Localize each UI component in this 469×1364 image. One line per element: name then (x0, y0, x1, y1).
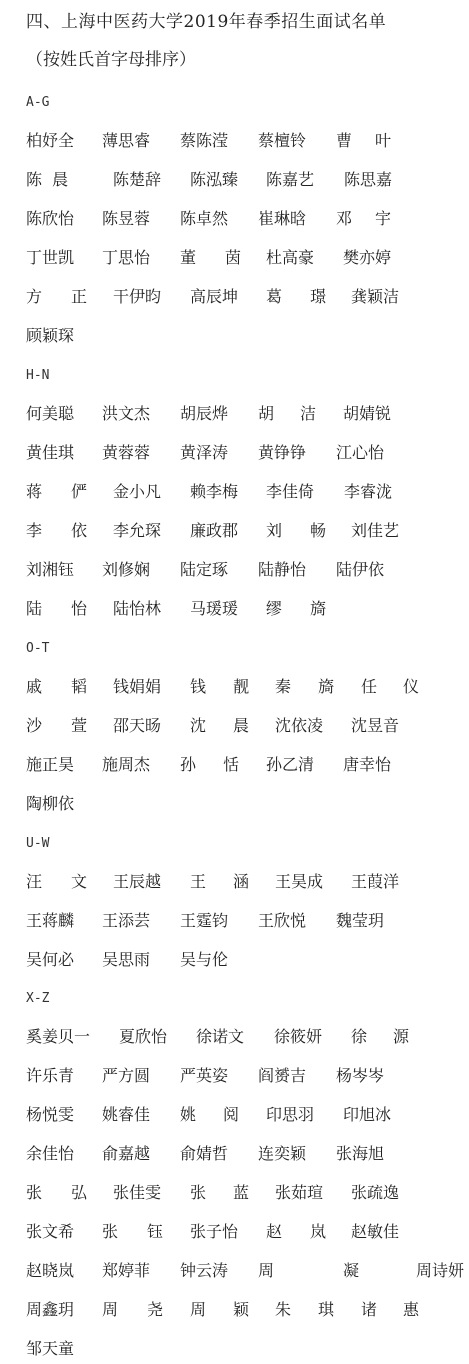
student-name: 胡辰烨 (180, 404, 229, 423)
student-name: 吴何必 (26, 950, 75, 969)
student-name: 陶柳依 (26, 794, 75, 813)
student-name: 沈昱音 (351, 716, 400, 735)
student-name: 许乐青 (26, 1066, 75, 1085)
student-name: 俞婧哲 (180, 1144, 229, 1163)
student-name: 王霆钧 (180, 911, 229, 930)
name-row (26, 1219, 466, 1245)
student-name: 钱 (190, 677, 207, 696)
student-name: 丁思怡 (102, 248, 151, 267)
student-name: 杨岑岑 (336, 1066, 385, 1085)
student-name: 王欣悦 (258, 911, 307, 930)
name-row (26, 206, 466, 232)
student-name: 刘佳艺 (351, 521, 400, 540)
name-row (26, 713, 466, 739)
name-row (26, 323, 466, 349)
student-name: 孙 (180, 755, 197, 774)
student-name: 柏妤全 (26, 131, 75, 150)
student-name: 赵 (266, 1222, 283, 1241)
student-name: 胡 (258, 404, 275, 423)
name-row (26, 401, 466, 427)
student-name: 金小凡 (113, 482, 162, 501)
student-name: 张茹瑄 (275, 1183, 324, 1202)
student-name: 诸 (361, 1300, 378, 1319)
student-name: 黄佳琪 (26, 443, 75, 462)
student-name: 张 (190, 1183, 207, 1202)
student-name: 刘修娴 (102, 560, 151, 579)
name-row (26, 128, 466, 154)
student-name: 涵 (233, 872, 250, 891)
section-label: X-Z (26, 991, 50, 1006)
name-row (26, 167, 466, 193)
student-name: 陆 (26, 599, 43, 618)
student-name: 王蒋麟 (26, 911, 75, 930)
student-name: 文 (71, 872, 88, 891)
student-name: 汪 (26, 872, 43, 891)
student-name: 怡 (71, 599, 88, 618)
student-name: 周诗妍 (416, 1261, 465, 1280)
student-name: 葛 (266, 287, 283, 306)
student-name: 弘 (71, 1183, 88, 1202)
student-name: 陈欣怡 (26, 209, 75, 228)
student-name: 邹天童 (26, 1339, 75, 1358)
student-name: 尧 (147, 1300, 164, 1319)
name-row (26, 440, 466, 466)
student-name: 董 (180, 248, 197, 267)
student-name: 朱 (275, 1300, 292, 1319)
student-name: 钰 (147, 1222, 164, 1241)
student-name: 黄泽涛 (180, 443, 229, 462)
student-name: 杨悦雯 (26, 1105, 75, 1124)
student-name: 戚 (26, 677, 43, 696)
student-name: 徐诺文 (196, 1027, 245, 1046)
student-name: 邓 (336, 209, 353, 228)
student-name: 陈卓然 (180, 209, 229, 228)
student-name: 茵 (225, 248, 242, 267)
name-row (26, 908, 466, 934)
name-row (26, 1102, 466, 1128)
name-row (26, 557, 466, 583)
student-name: 徐 (351, 1027, 368, 1046)
student-name: 钱娟娟 (113, 677, 162, 696)
student-name: 魏莹玥 (336, 911, 385, 930)
student-name: 张疏逸 (351, 1183, 400, 1202)
student-name: 樊亦婷 (343, 248, 392, 267)
student-name: 仪 (403, 677, 420, 696)
student-name: 陆伊依 (336, 560, 385, 579)
student-name: 秦 (275, 677, 292, 696)
student-name: 严方圆 (102, 1066, 151, 1085)
student-name: 蔡陈滢 (180, 131, 229, 150)
student-name: 崔琳晗 (258, 209, 307, 228)
student-name: 阎赟吉 (258, 1066, 307, 1085)
student-name: 陈泓臻 (190, 170, 239, 189)
student-name: 印思羽 (266, 1105, 315, 1124)
student-name: 璟 (310, 287, 327, 306)
name-row (26, 1336, 466, 1362)
student-name: 洪文杰 (102, 404, 151, 423)
student-name: 胡婧锐 (343, 404, 392, 423)
student-name: 张海旭 (336, 1144, 385, 1163)
student-name: 赵敏佳 (351, 1222, 400, 1241)
student-name: 陈昱蓉 (102, 209, 151, 228)
name-row (26, 479, 466, 505)
student-name: 宇 (375, 209, 392, 228)
student-name: 蓝 (233, 1183, 250, 1202)
student-name: 徐筱妍 (274, 1027, 323, 1046)
student-name: 顾颖琛 (26, 326, 75, 345)
name-row (26, 1258, 466, 1284)
student-name: 姚睿佳 (102, 1105, 151, 1124)
student-name: 郑婷菲 (102, 1261, 151, 1280)
student-name: 李睿泷 (344, 482, 393, 501)
student-name: 马瑗瑗 (190, 599, 239, 618)
section-label: U-W (26, 836, 50, 851)
student-name: 畅 (310, 521, 327, 540)
student-name: 正 (71, 287, 88, 306)
student-name: 沈依凌 (275, 716, 324, 735)
student-name: 周鑫玥 (26, 1300, 75, 1319)
student-name: 凝 (343, 1261, 360, 1280)
student-name: 陆定琢 (180, 560, 229, 579)
student-name: 蒋 (26, 482, 43, 501)
student-name: 高辰坤 (190, 287, 239, 306)
student-name: 陆怡林 (113, 599, 162, 618)
student-name: 颖 (233, 1300, 250, 1319)
student-name: 黄铮铮 (258, 443, 307, 462)
student-name: 刘湘钰 (26, 560, 75, 579)
student-name: 张 (26, 1183, 43, 1202)
student-name: 岚 (310, 1222, 327, 1241)
student-name: 恬 (223, 755, 240, 774)
student-name: 旖 (318, 677, 335, 696)
student-name: 吴思雨 (102, 950, 151, 969)
name-row (26, 1024, 466, 1050)
name-row (26, 284, 466, 310)
student-name: 陈嘉艺 (266, 170, 315, 189)
student-name: 施正昊 (26, 755, 75, 774)
student-name: 黄蓉蓉 (102, 443, 151, 462)
student-name: 陆静怡 (258, 560, 307, 579)
student-name: 沈 (190, 716, 207, 735)
section-label: O-T (26, 641, 50, 656)
name-row (26, 1063, 466, 1089)
student-name: 赵晓岚 (26, 1261, 75, 1280)
name-row (26, 791, 466, 817)
student-name: 杜高豪 (266, 248, 315, 267)
student-name: 缪 (266, 599, 283, 618)
student-name: 琪 (318, 1300, 335, 1319)
student-name: 李允琛 (113, 521, 162, 540)
student-name: 张 (102, 1222, 119, 1241)
student-name: 旖 (310, 599, 327, 618)
student-name: 何美聪 (26, 404, 75, 423)
section-label: A-G (26, 95, 50, 110)
student-name: 依 (71, 521, 88, 540)
student-name: 陈 晨 (26, 170, 69, 189)
document-title: 四、上海中医药大学2019年春季招生面试名单 (26, 12, 387, 32)
student-name: 源 (393, 1027, 410, 1046)
name-row (26, 1297, 466, 1323)
name-row (26, 869, 466, 895)
name-row (26, 518, 466, 544)
student-name: 孙乙清 (266, 755, 315, 774)
student-name: 刘 (266, 521, 283, 540)
student-name: 奚姜贝一 (26, 1027, 91, 1046)
name-row (26, 752, 466, 778)
student-name: 王辰越 (113, 872, 162, 891)
student-name: 钟云涛 (180, 1261, 229, 1280)
student-name: 唐幸怡 (343, 755, 392, 774)
student-name: 连奕颖 (258, 1144, 307, 1163)
student-name: 俨 (71, 482, 88, 501)
student-name: 方 (26, 287, 43, 306)
name-row (26, 1180, 466, 1206)
student-name: 王 (190, 872, 207, 891)
student-name: 蔡檀铃 (258, 131, 307, 150)
student-name: 李 (26, 521, 43, 540)
student-name: 陈思嘉 (344, 170, 393, 189)
student-name: 龚颖洁 (351, 287, 400, 306)
student-name: 张文希 (26, 1222, 75, 1241)
student-name: 周 (258, 1261, 275, 1280)
student-name: 阅 (223, 1105, 240, 1124)
student-name: 任 (361, 677, 378, 696)
section-label: H-N (26, 368, 50, 383)
student-name: 江心怡 (336, 443, 385, 462)
student-name: 晨 (233, 716, 250, 735)
student-name: 廉政郡 (190, 521, 239, 540)
student-name: 周 (102, 1300, 119, 1319)
student-name: 余佳怡 (26, 1144, 75, 1163)
student-name: 靓 (233, 677, 250, 696)
student-name: 曹 (336, 131, 353, 150)
name-row (26, 245, 466, 271)
name-row (26, 596, 466, 622)
document-subtitle: （按姓氏首字母排序） (26, 50, 196, 70)
student-name: 张佳雯 (113, 1183, 162, 1202)
student-name: 洁 (300, 404, 317, 423)
student-name: 陈楚辞 (113, 170, 162, 189)
student-name: 韬 (71, 677, 88, 696)
student-name: 萱 (71, 716, 88, 735)
student-name: 李佳倚 (266, 482, 315, 501)
student-name: 叶 (375, 131, 392, 150)
student-name: 沙 (26, 716, 43, 735)
student-name: 赖李梅 (190, 482, 239, 501)
student-name: 夏欣怡 (119, 1027, 168, 1046)
student-name: 施周杰 (102, 755, 151, 774)
student-name: 姚 (180, 1105, 197, 1124)
student-name: 惠 (403, 1300, 420, 1319)
student-name: 干伊昀 (113, 287, 162, 306)
student-name: 王昊成 (275, 872, 324, 891)
name-row (26, 674, 466, 700)
student-name: 吴与伦 (180, 950, 229, 969)
name-row (26, 947, 466, 973)
name-row (26, 1141, 466, 1167)
student-name: 邵天旸 (113, 716, 162, 735)
student-name: 张子怡 (190, 1222, 239, 1241)
student-name: 俞嘉越 (102, 1144, 151, 1163)
student-name: 王葭洋 (351, 872, 400, 891)
student-name: 严英姿 (180, 1066, 229, 1085)
student-name: 丁世凯 (26, 248, 75, 267)
student-name: 周 (190, 1300, 207, 1319)
student-name: 薄思睿 (102, 131, 151, 150)
student-name: 王添芸 (102, 911, 151, 930)
student-name: 印旭冰 (343, 1105, 392, 1124)
